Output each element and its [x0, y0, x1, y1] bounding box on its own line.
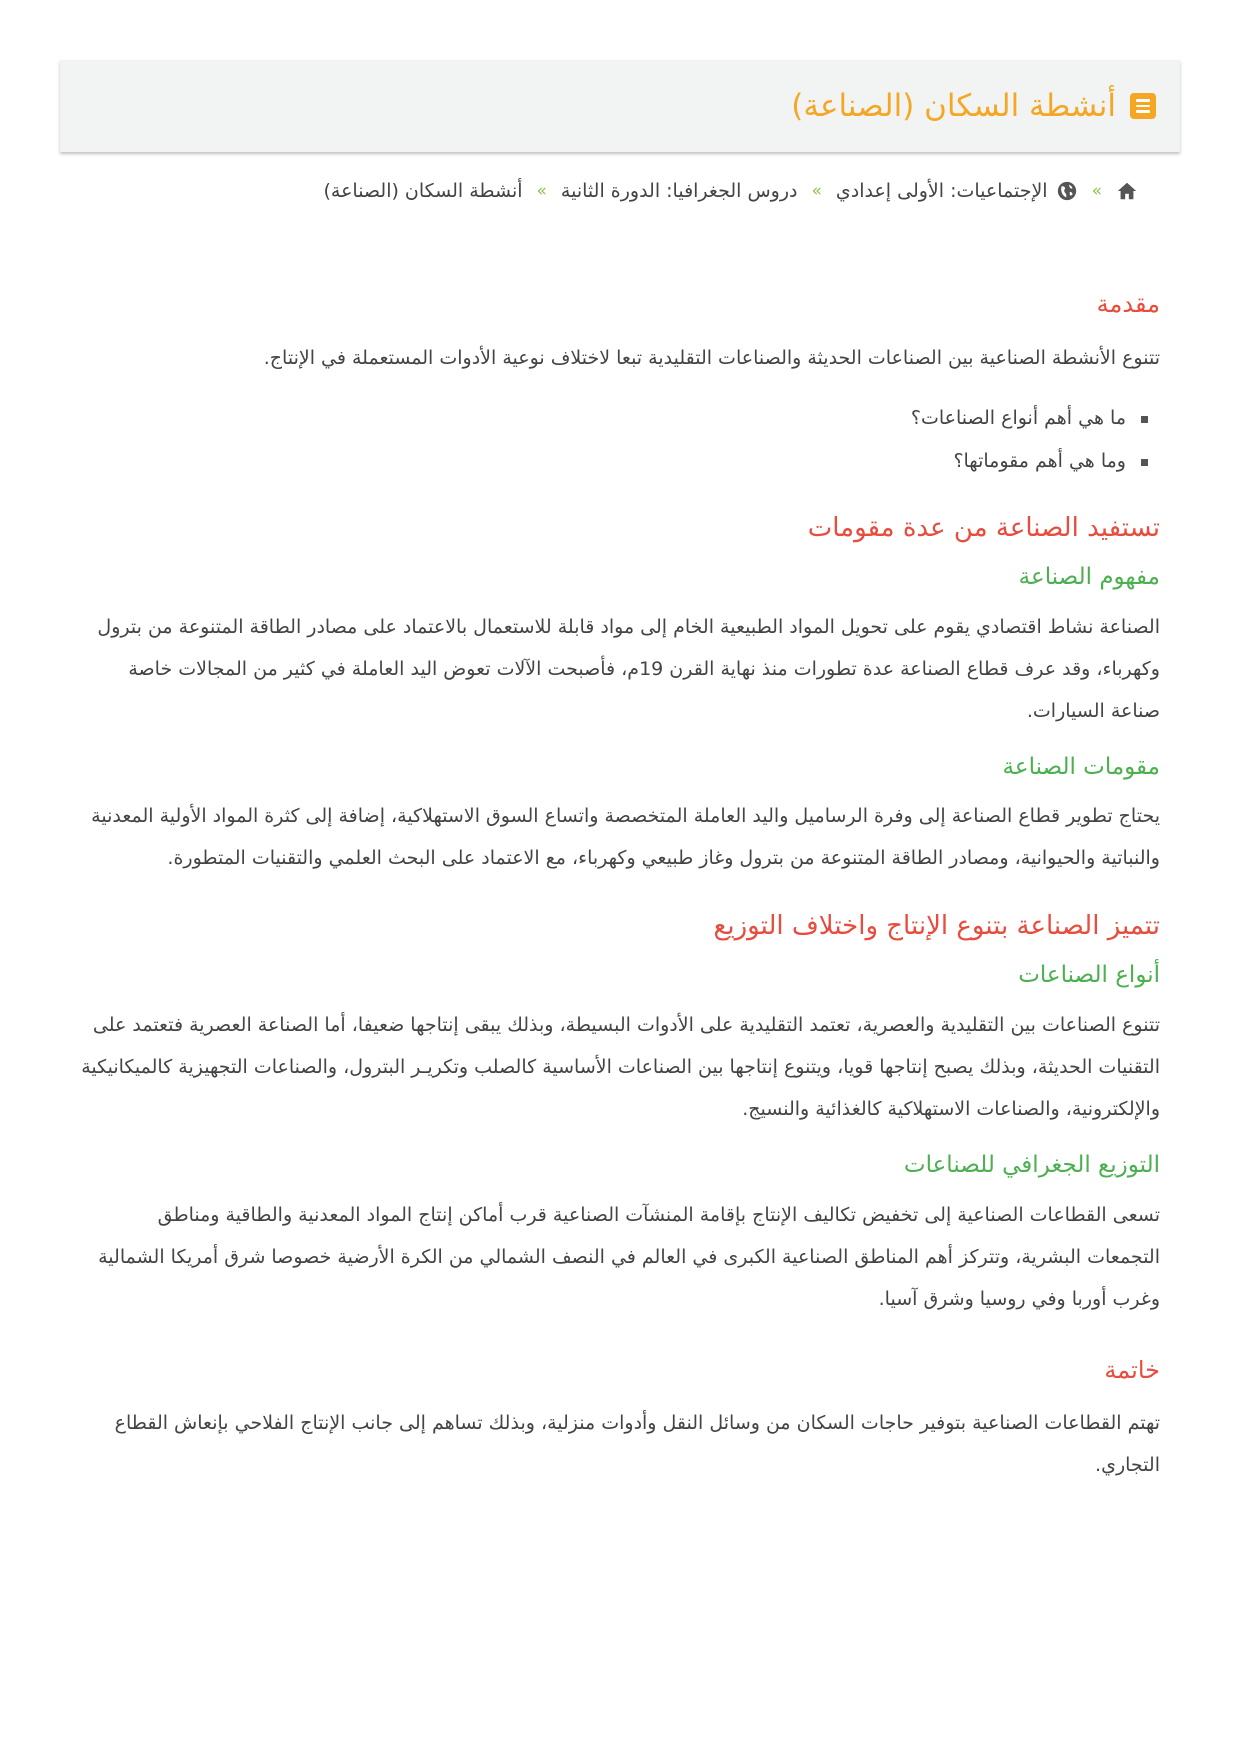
breadcrumb	[323, 173, 1138, 209]
article-content	[80, 290, 1160, 1486]
conclusion-text: تهتم القطاعات الصناعية بتوفير حاجات السكان من وسائل النقل وأدوات منزلية، وبذلك تساهم إلى جانب الإنتاج الفلاحي بإنعاش القطاع التجاري.	[114, 1412, 1160, 1477]
section2-sub2-text: تسعى القطاعات الصناعية إلى تخفيض تكاليف الإنتاج بإقامة المنشآت الصناعية قرب أماكن إنتاج المواد المعدنية والطاقية ومناطق التجمعات البشرية، وتتركز أهم المناطق الصناعية الكبرى في العالم في النصف الشمالي من الكرة الأرضية خصوصا شرق أمريكا الشمالية وغرب أوربا وفي روسيا وشرق آسيا.	[98, 1203, 1160, 1310]
title-bar	[60, 60, 1180, 152]
document-icon	[1130, 93, 1156, 119]
page-title: أنشطة السكان (الصناعة)	[791, 87, 1116, 124]
intro-questions	[80, 397, 1160, 483]
section2-sub1-heading: أنواع الصناعات	[1018, 962, 1160, 989]
conclusion-heading: خاتمة	[1104, 1355, 1160, 1384]
intro-text: تتنوع الأنشطة الصناعية بين الصناعات الحديثة والصناعات التقليدية تبعا لاختلاف نوعية الأدوات المستعملة في الإنتاج.	[263, 346, 1160, 369]
home-icon[interactable]	[1116, 180, 1138, 202]
intro-heading: مقدمة	[1096, 290, 1160, 318]
breadcrumb-separator: »	[1091, 181, 1102, 201]
breadcrumb-separator: »	[811, 181, 822, 201]
list-item: ما هي أهم أنواع الصناعات؟	[80, 397, 1148, 440]
section1-sub1-text: الصناعة نشاط اقتصادي يقوم على تحويل المواد الطبيعية الخام إلى مواد قابلة للاستعمال بالاعتماد على مصادر الطاقة المتنوعة من بترول وكهرباء، وقد عرف قطاع الصناعة عدة تطورات منذ نهاية القرن 19م، فأصبحت الآلات تعوض اليد العاملة في كثير من المجالات خاصة صناعة السيارات.	[97, 615, 1160, 722]
section1-sub2-text: يحتاج تطوير قطاع الصناعة إلى وفرة الرساميل واليد العاملة المتخصصة واتساع السوق الاستهلاكية، إضافة إلى كثرة المواد الأولية المعدنية والنباتية والحيوانية، ومصادر الطاقة المتنوعة من بترول وغاز طبيعي وكهرباء، مع الاعتماد على البحث العلمي والتقنيات المتطورة.	[91, 805, 1160, 870]
section2-heading: تتميز الصناعة بتنوع الإنتاج واختلاف التوزيع	[713, 911, 1160, 942]
breadcrumb-separator: »	[536, 181, 547, 201]
breadcrumb-item-current: أنشطة السكان (الصناعة)	[323, 180, 523, 202]
section1-sub1-heading: مفهوم الصناعة	[1018, 563, 1160, 590]
section1-sub2-heading: مقومات الصناعة	[1002, 753, 1160, 780]
breadcrumb-item-category[interactable]: الإجتماعيات: الأولى إعدادي	[835, 180, 1048, 202]
breadcrumb-item-lessons[interactable]: دروس الجغرافيا: الدورة الثانية	[560, 180, 798, 202]
list-item: وما هي أهم مقوماتها؟	[80, 440, 1148, 483]
globe-icon	[1056, 180, 1078, 202]
section2-sub2-heading: التوزيع الجغرافي للصناعات	[903, 1151, 1160, 1178]
section2-sub1-text: تتنوع الصناعات بين التقليدية والعصرية، تعتمد التقليدية على الأدوات البسيطة، وبذلك يبقى إنتاجها ضعيفا، أما الصناعة العصرية فتعتمد على التقنيات الحديثة، وبذلك يصبح إنتاجها قويا، ويتنوع إنتاجها بين الصناعات الأساسية كالصلب وتكريـر البترول، والصناعات التجهيزية كالميكانيكية والإلكترونية، والصناعات الاستهلاكية كالغذائية والنسيج.	[81, 1013, 1160, 1120]
section1-heading: تستفيد الصناعة من عدة مقومات	[807, 512, 1160, 543]
